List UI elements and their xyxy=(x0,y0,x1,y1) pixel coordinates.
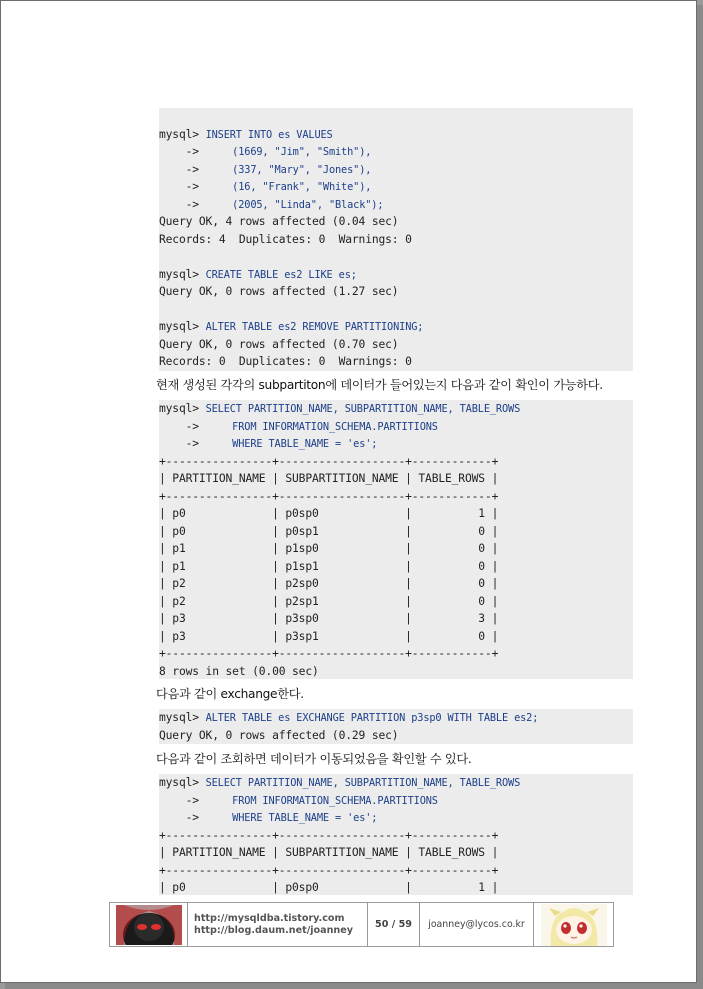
code-block-exchange xyxy=(159,709,633,744)
code-line-prefix: mysql> xyxy=(159,402,206,415)
code-line xyxy=(159,488,633,506)
code-line xyxy=(159,844,633,862)
code-line-command: SELECT PARTITION_NAME, SUBPARTITION_NAME, TABLE_ROWS xyxy=(205,403,521,415)
code-line-prefix: | p1 | p1sp0 | 0 | xyxy=(159,542,499,555)
paragraph-exchange: 다음과 같이 exchange한다. xyxy=(156,687,304,701)
code-line-prefix: -> xyxy=(159,811,233,824)
code-line-prefix: Query OK, 0 rows affected (0.29 sec) xyxy=(159,728,399,742)
code-line xyxy=(159,792,633,810)
code-line-command: (16, "Frank", "White"), xyxy=(232,181,372,193)
code-line xyxy=(159,523,633,541)
code-line xyxy=(159,593,633,611)
code-line-command: SELECT PARTITION_NAME, SUBPARTITION_NAME, TABLE_ROWS xyxy=(205,777,521,789)
code-line xyxy=(159,248,633,266)
code-line-command: ALTER TABLE es EXCHANGE PARTITION p3sp0 WITH TABLE es2; xyxy=(205,712,539,724)
code-line-prefix: +----------------+-------------------+------------+ xyxy=(159,454,499,468)
code-line-prefix: +----------------+-------------------+------------+ xyxy=(159,828,499,842)
code-line-prefix: mysql> xyxy=(159,267,206,281)
code-block-insert xyxy=(159,108,633,371)
code-line xyxy=(159,453,633,471)
code-line-prefix: | p3 | p3sp0 | 3 | xyxy=(159,612,499,625)
code-line xyxy=(159,435,633,453)
code-line-prefix: +----------------+-------------------+------------+ xyxy=(159,489,499,503)
code-line-prefix: -> xyxy=(159,793,233,807)
code-line-prefix: -> xyxy=(159,162,233,176)
code-line-prefix: | p3 | p3sp1 | 0 | xyxy=(159,629,499,643)
code-line-command: WHERE TABLE_NAME = 'es'; xyxy=(232,812,378,824)
paragraph-check-subpartitions: 현재 생성된 각각의 subpartiton에 데이터가 들어있는지 다음과 같이 확인이 가능하다. xyxy=(156,378,603,392)
author-email: joanney@lycos.co.kr xyxy=(420,903,534,946)
code-line-prefix: -> xyxy=(159,145,233,158)
character-image xyxy=(534,903,613,946)
code-line-command: WHERE TABLE_NAME = 'es'; xyxy=(232,438,378,450)
code-line xyxy=(159,470,633,488)
code-line-prefix: -> xyxy=(159,180,233,193)
code-line-prefix: mysql> xyxy=(159,711,206,724)
avatar-image xyxy=(116,905,182,945)
code-line-prefix: Records: 4 Duplicates: 0 Warnings: 0 xyxy=(159,232,412,246)
code-line xyxy=(159,283,633,301)
code-line xyxy=(159,558,633,576)
code-line-command: FROM INFORMATION_SCHEMA.PARTITIONS xyxy=(232,794,438,807)
code-line-prefix: Records: 0 Duplicates: 0 Warnings: 0 xyxy=(159,355,412,368)
page-number: 50 / 59 xyxy=(368,903,420,946)
code-line-command: CREATE TABLE es2 LIKE es; xyxy=(205,268,357,281)
code-line-prefix: -> xyxy=(159,437,233,450)
code-line-prefix: -> xyxy=(159,419,233,433)
code-line xyxy=(159,161,633,179)
code-line xyxy=(159,336,633,354)
code-line xyxy=(159,266,633,284)
code-line xyxy=(159,418,633,436)
code-line-command: (2005, "Linda", "Black"); xyxy=(232,198,384,211)
code-line-prefix: | p0 | p0sp0 | 1 | xyxy=(159,881,499,894)
code-line-prefix: Query OK, 0 rows affected (1.27 sec) xyxy=(159,285,399,298)
paragraph-verify: 다음과 같이 조회하면 데이터가 이동되었음을 확인할 수 있다. xyxy=(156,752,472,766)
code-line xyxy=(159,709,633,727)
code-line-prefix: -> xyxy=(159,197,233,211)
code-line-prefix: +----------------+-------------------+------------+ xyxy=(159,863,499,877)
page-footer xyxy=(109,902,614,947)
code-line-command: (337, "Mary", "Jones"), xyxy=(232,163,372,176)
code-line-command: ALTER TABLE es2 REMOVE PARTITIONING; xyxy=(205,321,424,333)
code-line-prefix: Query OK, 4 rows affected (0.04 sec) xyxy=(159,215,399,228)
code-line xyxy=(159,108,633,126)
code-block-select-partitions xyxy=(159,400,633,679)
code-line xyxy=(159,318,633,336)
code-line-command: (1669, "Jim", "Smith"), xyxy=(232,146,372,158)
code-line-command: FROM INFORMATION_SCHEMA.PARTITIONS xyxy=(232,420,438,433)
code-line xyxy=(159,575,633,593)
code-line xyxy=(159,540,633,558)
code-line xyxy=(159,400,633,418)
code-line xyxy=(159,774,633,792)
code-line-prefix: | PARTITION_NAME | SUBPARTITION_NAME | TABLE_ROWS | xyxy=(159,472,499,485)
code-line xyxy=(159,663,633,680)
code-line-prefix: | p2 | p2sp1 | 0 | xyxy=(159,594,499,608)
code-line xyxy=(159,213,633,231)
code-line-command: INSERT INTO es VALUES xyxy=(205,128,333,141)
code-line-prefix: | p2 | p2sp0 | 0 | xyxy=(159,577,499,590)
code-line-prefix: | p1 | p1sp1 | 0 | xyxy=(159,559,499,573)
code-line xyxy=(159,196,633,214)
code-line-prefix: mysql> xyxy=(159,776,206,789)
code-line xyxy=(159,301,633,319)
code-line xyxy=(159,879,633,895)
code-line-prefix: | PARTITION_NAME | SUBPARTITION_NAME | TABLE_ROWS | xyxy=(159,846,499,859)
code-line-prefix: Query OK, 0 rows affected (0.70 sec) xyxy=(159,337,399,351)
code-line xyxy=(159,645,633,663)
blog-link-daum[interactable]: http://blog.daum.net/joanney xyxy=(194,924,353,936)
code-line xyxy=(159,143,633,161)
code-line-prefix: 8 rows in set (0.00 sec) xyxy=(159,664,319,678)
code-line-prefix: | p0 | p0sp0 | 1 | xyxy=(159,507,499,520)
code-line-prefix: mysql> xyxy=(159,320,206,333)
code-line xyxy=(159,809,633,827)
code-line xyxy=(159,610,633,628)
code-line xyxy=(159,231,633,249)
code-line-prefix: mysql> xyxy=(159,127,206,141)
code-line xyxy=(159,628,633,646)
mascot-icon xyxy=(541,904,607,946)
code-line xyxy=(159,353,633,371)
code-block-select-after xyxy=(159,774,633,895)
code-line xyxy=(159,827,633,845)
code-line-prefix: +----------------+-------------------+------------+ xyxy=(159,647,499,660)
code-line-prefix: | p0 | p0sp1 | 0 | xyxy=(159,524,499,538)
author-avatar xyxy=(110,903,188,946)
code-line xyxy=(159,126,633,144)
blog-link-tistory[interactable]: http://mysqldba.tistory.com xyxy=(194,912,345,924)
code-line xyxy=(159,727,633,745)
code-line xyxy=(159,178,633,196)
code-line xyxy=(159,505,633,523)
code-line xyxy=(159,862,633,880)
footer-links xyxy=(188,903,368,946)
